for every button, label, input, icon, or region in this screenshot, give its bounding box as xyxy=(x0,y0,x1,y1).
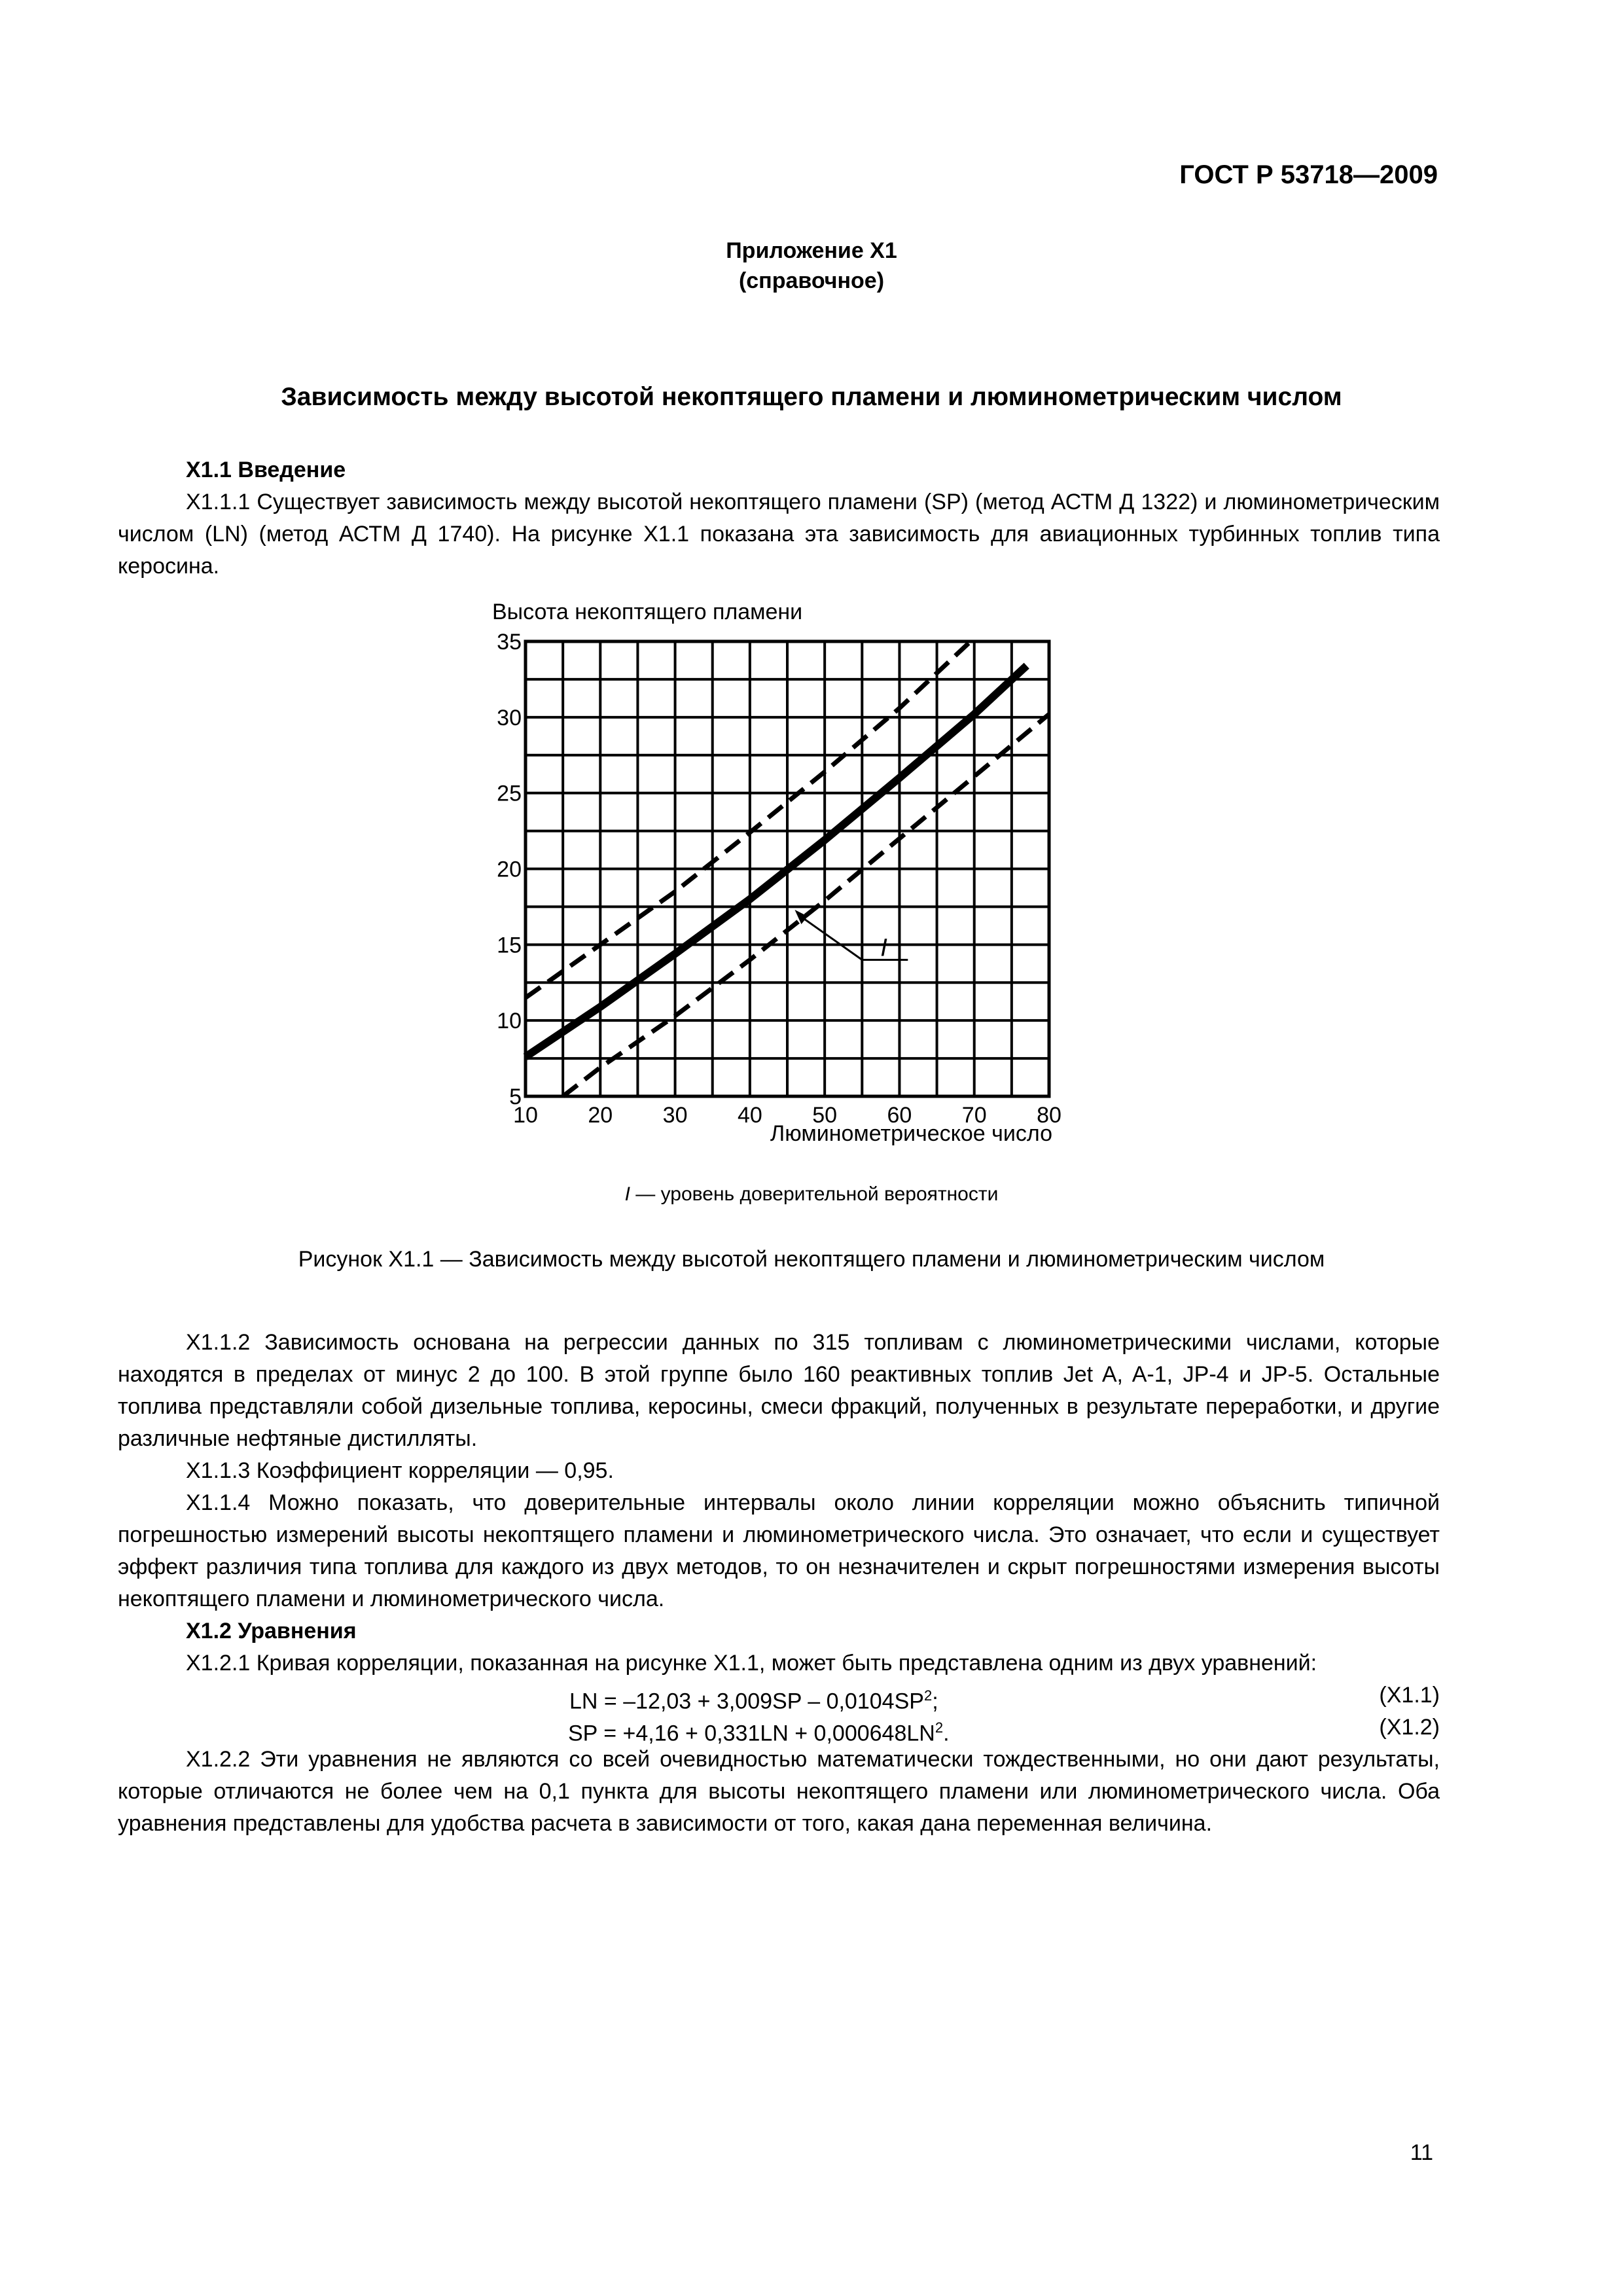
annotation-label: I xyxy=(880,934,887,962)
confidence-bound-line xyxy=(563,714,1049,1096)
x-tick-label: 50 xyxy=(812,1103,838,1128)
equation-number: (Х1.2) xyxy=(1379,1715,1440,1740)
page-number: 11 xyxy=(1410,2140,1433,2165)
document-title: Зависимость между высотой некоптящего пламени и люминометрическим числом xyxy=(281,383,1342,411)
y-tick-label: 25 xyxy=(497,781,522,806)
section-introduction xyxy=(118,454,1440,583)
section-heading: Х1.2 Уравнения xyxy=(186,1619,357,1643)
figure-legend xyxy=(0,1183,1623,1206)
legend-text: — уровень доверительной вероятности xyxy=(630,1183,999,1205)
annotation-leader xyxy=(798,915,862,960)
y-axis-label: Высота некоптящего пламени xyxy=(492,600,803,624)
paragraph: Х1.1.3 Коэффициент корреляции — 0,95. xyxy=(186,1458,614,1483)
appendix-heading xyxy=(0,236,1623,296)
x-tick-label: 80 xyxy=(1037,1103,1061,1128)
y-tick-label: 35 xyxy=(497,630,522,655)
equations xyxy=(118,1679,1440,1744)
legend-symbol: I xyxy=(624,1183,630,1205)
chart xyxy=(484,596,1073,1158)
paragraph: Х1.2.2 Эти уравнения не являются со всей очевидностью математически тождественными, но они дают результаты, которые отличаются не более чем на 0,1 пункта для высоты некоптящего пламени или люминометрического числа. Оба уравнения представлены для удобства расчета в зависимости от того, какая дана переменная величина. xyxy=(118,1747,1440,1836)
section-introduction-continued xyxy=(118,1327,1440,1840)
y-tick-label: 20 xyxy=(497,857,522,882)
x-tick-label: 20 xyxy=(588,1103,613,1128)
section-heading: Х1.1 Введение xyxy=(186,457,346,482)
equation-formula: SP = $+4,16 + 0,331LN + 0,000648LN^2$. xyxy=(568,1719,950,1746)
y-tick-label: 5 xyxy=(509,1085,522,1109)
paragraph: Х1.1.4 Можно показать, что доверительные интервалы около линии корреляции можно объяснить типичной погрешностью измерений высоты некоптящего пламени и люминометрического числа. Это означает, что если и существует эффект различия типа топлива для каждого из двух методов, то он незначителен и скрыт погрешностями измерения высоты некоптящего пламени и люминометрического числа. xyxy=(118,1490,1440,1611)
paragraph: Х1.1.1 Существует зависимость между высотой некоптящего пламени (SP) (метод АСТМ Д 1322) и люминометрическим числом (LN) (метод АСТМ Д 1740). На рисунке Х1.1 показана эта зависимость для авиационных турбинных топлив типа керосина. xyxy=(118,490,1440,579)
x-tick-label: 70 xyxy=(961,1103,987,1128)
x-tick-label: 10 xyxy=(513,1103,538,1128)
x-axis-label: Люминометрическое число xyxy=(770,1121,1052,1146)
standard-number: ГОСТ Р 53718—2009 xyxy=(1179,160,1438,189)
x-tick-label: 40 xyxy=(737,1103,762,1128)
appendix-title: Приложение Х1 xyxy=(726,238,897,263)
equation-number: (Х1.1) xyxy=(1379,1683,1440,1708)
x-tick-label: 30 xyxy=(662,1103,688,1128)
y-tick-label: 15 xyxy=(497,933,522,958)
paragraph: Х1.2.1 Кривая корреляции, показанная на рисунке Х1.1, может быть представлена одним из двух уравнений: xyxy=(186,1651,1317,1676)
y-tick-label: 30 xyxy=(497,705,522,730)
figure-caption: Рисунок Х1.1 — Зависимость между высотой некоптящего пламени и люминометрическим числом xyxy=(298,1247,1325,1272)
y-tick-label: 10 xyxy=(497,1009,522,1034)
x-tick-label: 60 xyxy=(887,1103,912,1128)
chart-annotation xyxy=(794,910,908,961)
paragraph: Х1.1.2 Зависимость основана на регрессии данных по 315 топливам с люминометрическими числами, которые находятся в пределах от минус 2 до 100. В этой группе было 160 реактивных топлив Jet A, A-1, JP-4 и JP-5. Остальные топлива представляли собой дизельные топлива, керосины, смеси фракций, полученных в результате переработки, и другие различные нефтяные дистилляты. xyxy=(118,1330,1440,1451)
appendix-subtitle: (справочное) xyxy=(738,268,885,293)
equation-formula: LN = $-12,03 + 3,009SP - 0,0104SP^2$; xyxy=(569,1687,938,1714)
